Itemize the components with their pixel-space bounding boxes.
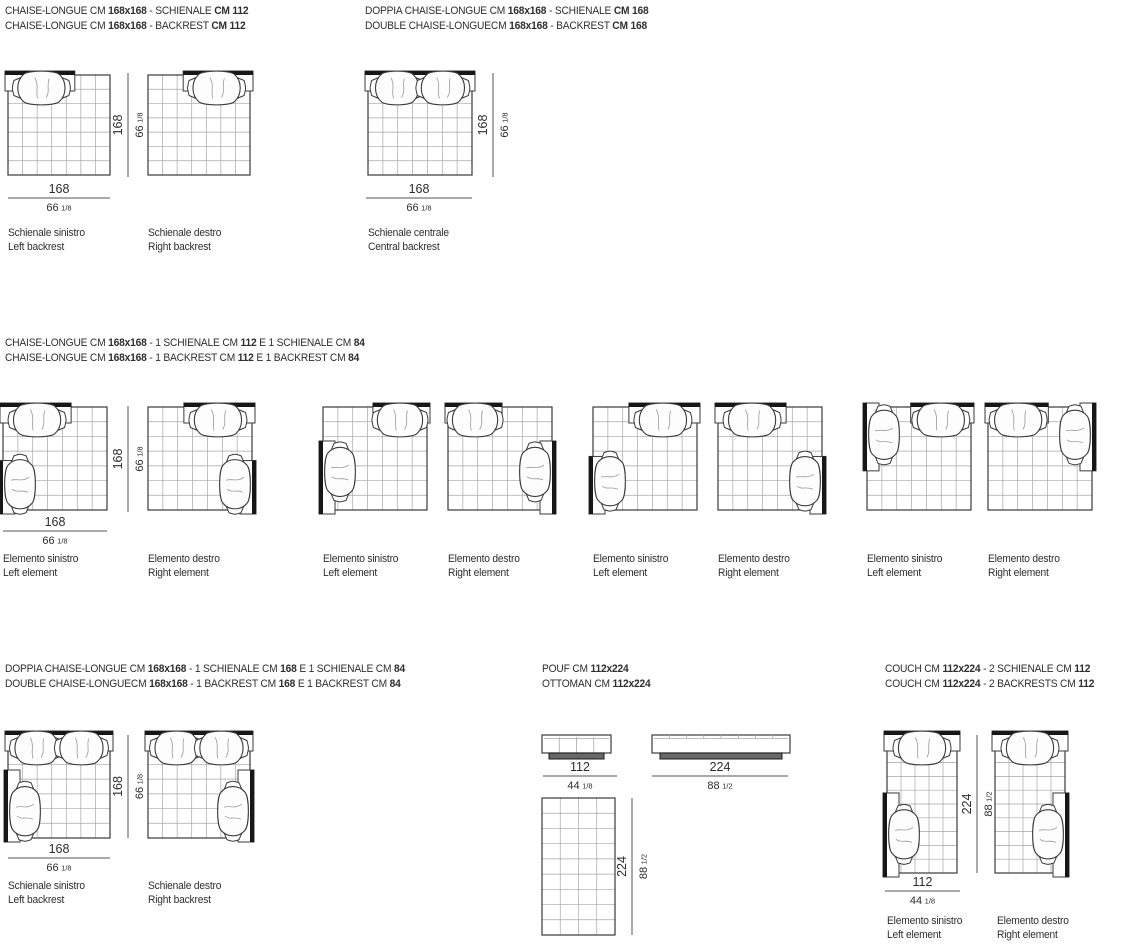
label-couch-elemento-destro	[997, 915, 1069, 942]
svg-text:661/8: 66 1/8	[42, 535, 68, 547]
label-schienale-centrale-en: Central backrest	[368, 240, 440, 253]
section-title-pouf-line: OTTOMAN CM 112x224	[542, 677, 651, 690]
label-couch-elemento-destro-en: Right element	[997, 928, 1058, 941]
section-title-chaise-112	[5, 4, 248, 33]
section-title-couch-line: COUCH CM 112x224 - 2 BACKRESTS CM 112	[885, 677, 1095, 690]
label-elemento-destro-3-it: Elemento destro	[718, 553, 790, 565]
section-title-chaise-112-line: CHAISE-LONGUE CM 168x168 - BACKREST CM 112	[5, 19, 246, 32]
label-elemento-destro-1-en: Right element	[148, 566, 209, 579]
svg-text:661/8: 661/8	[499, 112, 511, 138]
section-title-pouf	[542, 662, 650, 691]
plinth	[549, 753, 604, 759]
hdim-double-chaise2-width	[8, 842, 110, 874]
section-title-double-chaise-168-line: DOUBLE CHAISE-LONGUECM 168x168 - BACKREST CM 168	[365, 19, 648, 32]
plinth	[660, 753, 782, 759]
diagram-element-pair1-right	[148, 403, 256, 514]
pillow	[8, 403, 66, 437]
svg-text:224: 224	[615, 856, 629, 877]
svg-text:661/8: 661/8	[134, 112, 146, 138]
svg-text:441/8: 44 1/8	[909, 895, 936, 907]
pillow	[189, 403, 247, 437]
vdim-double-chaise-depth	[476, 73, 511, 177]
pillow	[1001, 731, 1059, 765]
diagram-couch-left-element	[883, 731, 960, 877]
label-elemento-sinistro-2-en: Left element	[323, 566, 378, 579]
svg-text:168: 168	[48, 182, 70, 196]
svg-text:112: 112	[912, 875, 933, 889]
diagram-chaise-left-backrest	[5, 71, 110, 175]
diagram-element-pair4-right	[985, 403, 1096, 510]
section-title-chaise-112-line: CHAISE-LONGUE CM 168x168 - SCHIENALE CM 112	[5, 5, 249, 17]
hdim-couch-width	[885, 875, 960, 907]
label-elemento-destro-3	[718, 553, 790, 580]
label-couch-elemento-destro-it: Elemento destro	[997, 915, 1069, 927]
diagram-element-pair2-left	[319, 403, 430, 514]
label-couch-elemento-sinistro-en: Left element	[887, 928, 942, 941]
hdim-pouf-front-width	[543, 760, 617, 792]
label-schienale-sinistro-1-en: Left backrest	[8, 240, 65, 253]
pillow	[325, 442, 356, 502]
diagram-element-pair1-left	[0, 403, 107, 514]
label-schienale-sinistro-1	[8, 227, 85, 254]
section-title-double-chaise-168-84-line: DOUBLE CHAISE-LONGUECM 168x168 - 1 BACKREST CM 168 E 1 BACKREST CM 84	[5, 677, 401, 690]
svg-text:168: 168	[476, 114, 490, 136]
label-elemento-sinistro-2-it: Elemento sinistro	[323, 553, 399, 565]
vdim-element-depth	[111, 406, 146, 512]
pillow	[634, 403, 692, 437]
label-elemento-sinistro-4	[867, 553, 942, 580]
diagram-pouf-front-view	[542, 735, 611, 759]
svg-text:661/8: 66 1/8	[46, 202, 72, 214]
svg-text:661/8: 66 1/8	[406, 202, 432, 214]
svg-text:881/2: 881/2	[983, 791, 995, 817]
svg-text:224: 224	[709, 760, 731, 774]
label-schienale-centrale	[368, 227, 449, 254]
label-elemento-destro-4	[988, 553, 1060, 580]
label-elemento-destro-4-en: Right element	[988, 566, 1049, 579]
label-elemento-sinistro-4-it: Elemento sinistro	[867, 553, 943, 565]
label-schienale-destro-2-it: Schienale destro	[148, 880, 222, 892]
label-elemento-destro-2	[448, 553, 520, 580]
section-title-chaise-112-84-line: CHAISE-LONGUE CM 168x168 - 1 SCHIENALE CM 112 E 1 SCHIENALE CM 84	[5, 337, 365, 349]
section-title-double-chaise-168-84-line: DOPPIA CHAISE-LONGUE CM 168x168 - 1 SCHIENALE CM 168 E 1 SCHIENALE CM 84	[5, 663, 405, 675]
pillow	[5, 454, 36, 514]
svg-text:661/8: 66 1/8	[46, 862, 72, 874]
diagram-element-pair3-left	[589, 403, 700, 514]
section-title-double-chaise-168	[365, 4, 649, 33]
vdim-double-chaise2-depth	[111, 735, 146, 838]
pillow	[1033, 804, 1064, 864]
label-schienale-centrale-it: Schienale centrale	[368, 227, 449, 239]
label-elemento-sinistro-1-it: Elemento sinistro	[3, 553, 79, 565]
svg-text:168: 168	[408, 182, 430, 196]
label-couch-elemento-sinistro	[887, 915, 962, 942]
svg-text:441/8: 44 1/8	[567, 780, 593, 792]
label-elemento-sinistro-3	[593, 553, 668, 580]
section-title-pouf-line: POUF CM 112x224	[542, 663, 629, 675]
vdim-couch-length	[960, 735, 995, 873]
section-title-double-chaise-168-line: DOPPIA CHAISE-LONGUE CM 168x168 - SCHIENALE CM 168	[365, 5, 649, 17]
svg-text:224: 224	[960, 793, 974, 815]
diagram-element-pair2-right	[445, 403, 556, 514]
hdim-element-width	[3, 515, 107, 547]
label-schienale-destro-1	[148, 227, 221, 254]
svg-text:661/8: 661/8	[134, 773, 146, 800]
hdim-pouf-side-width	[652, 760, 788, 792]
svg-text:168: 168	[111, 448, 125, 470]
diagram-pouf-side-view	[652, 735, 790, 759]
pillow	[912, 403, 970, 437]
pillow	[989, 403, 1047, 437]
pillow	[889, 804, 920, 864]
label-elemento-sinistro-3-en: Left element	[593, 566, 648, 579]
label-schienale-destro-1-en: Right backrest	[148, 240, 211, 253]
label-schienale-sinistro-2-en: Left backrest	[8, 893, 65, 906]
label-schienale-destro-1-it: Schienale destro	[148, 227, 222, 239]
label-schienale-destro-2-en: Right backrest	[148, 893, 211, 906]
section-title-chaise-112-84	[5, 336, 365, 365]
label-elemento-sinistro-1-en: Left element	[3, 566, 58, 579]
pillow	[520, 442, 551, 502]
diagram-couch-right-element	[992, 731, 1069, 877]
hdim-double-chaise-width	[366, 182, 472, 214]
pillow	[188, 71, 246, 105]
diagram-double-chaise-left-backrest	[4, 731, 113, 842]
diagram-double-chaise-right-backrest	[145, 731, 254, 842]
pillow	[893, 731, 951, 765]
svg-text:168: 168	[44, 515, 66, 529]
diagram-chaise-right-backrest	[148, 71, 253, 175]
label-elemento-sinistro-1	[3, 553, 78, 580]
label-elemento-destro-1	[148, 553, 220, 580]
svg-text:881/2: 88 1/2	[707, 780, 733, 792]
label-couch-elemento-sinistro-it: Elemento sinistro	[887, 915, 963, 927]
svg-text:661/8: 661/8	[134, 446, 146, 472]
pillow	[12, 71, 70, 105]
svg-text:168: 168	[111, 114, 125, 136]
section-title-chaise-112-84-line: CHAISE-LONGUE CM 168x168 - 1 BACKREST CM 112 E 1 BACKREST CM 84	[5, 351, 360, 364]
label-schienale-sinistro-2-it: Schienale sinistro	[8, 880, 85, 892]
pillow	[1060, 405, 1091, 465]
pillow	[218, 781, 249, 841]
pillow	[723, 403, 781, 437]
section-title-couch	[885, 662, 1094, 691]
pillow	[869, 405, 900, 465]
diagram-element-pair4-left	[863, 403, 974, 510]
label-elemento-sinistro-2	[323, 553, 398, 580]
label-elemento-destro-4-it: Elemento destro	[988, 553, 1060, 565]
diagram-element-pair3-right	[715, 403, 826, 514]
vdim-pouf-top-length	[615, 798, 650, 935]
pillow	[220, 454, 251, 514]
label-schienale-destro-2	[148, 880, 221, 907]
hdim-chaise-width	[8, 182, 110, 214]
svg-text:881/2: 881/2	[638, 853, 650, 880]
section-title-couch-line: COUCH CM 112x224 - 2 SCHIENALE CM 112	[885, 663, 1091, 675]
diagram-pouf-top-view	[542, 798, 615, 935]
svg-text:168: 168	[111, 776, 125, 797]
section-title-double-chaise-168-84	[5, 662, 405, 691]
label-elemento-sinistro-4-en: Left element	[867, 566, 922, 579]
svg-text:112: 112	[570, 760, 590, 774]
pillow	[790, 451, 821, 511]
diagram-double-chaise-central	[365, 71, 475, 175]
label-elemento-destro-2-it: Elemento destro	[448, 553, 520, 565]
vdim-chaise-depth	[111, 73, 146, 177]
svg-text:168: 168	[48, 842, 70, 856]
label-elemento-destro-2-en: Right element	[448, 566, 509, 579]
pillow	[10, 781, 41, 841]
pillow	[595, 451, 626, 511]
label-elemento-sinistro-3-it: Elemento sinistro	[593, 553, 669, 565]
label-schienale-sinistro-1-it: Schienale sinistro	[8, 227, 85, 239]
label-elemento-destro-1-it: Elemento destro	[148, 553, 220, 565]
label-elemento-destro-3-en: Right element	[718, 566, 779, 579]
label-schienale-sinistro-2	[8, 880, 85, 907]
